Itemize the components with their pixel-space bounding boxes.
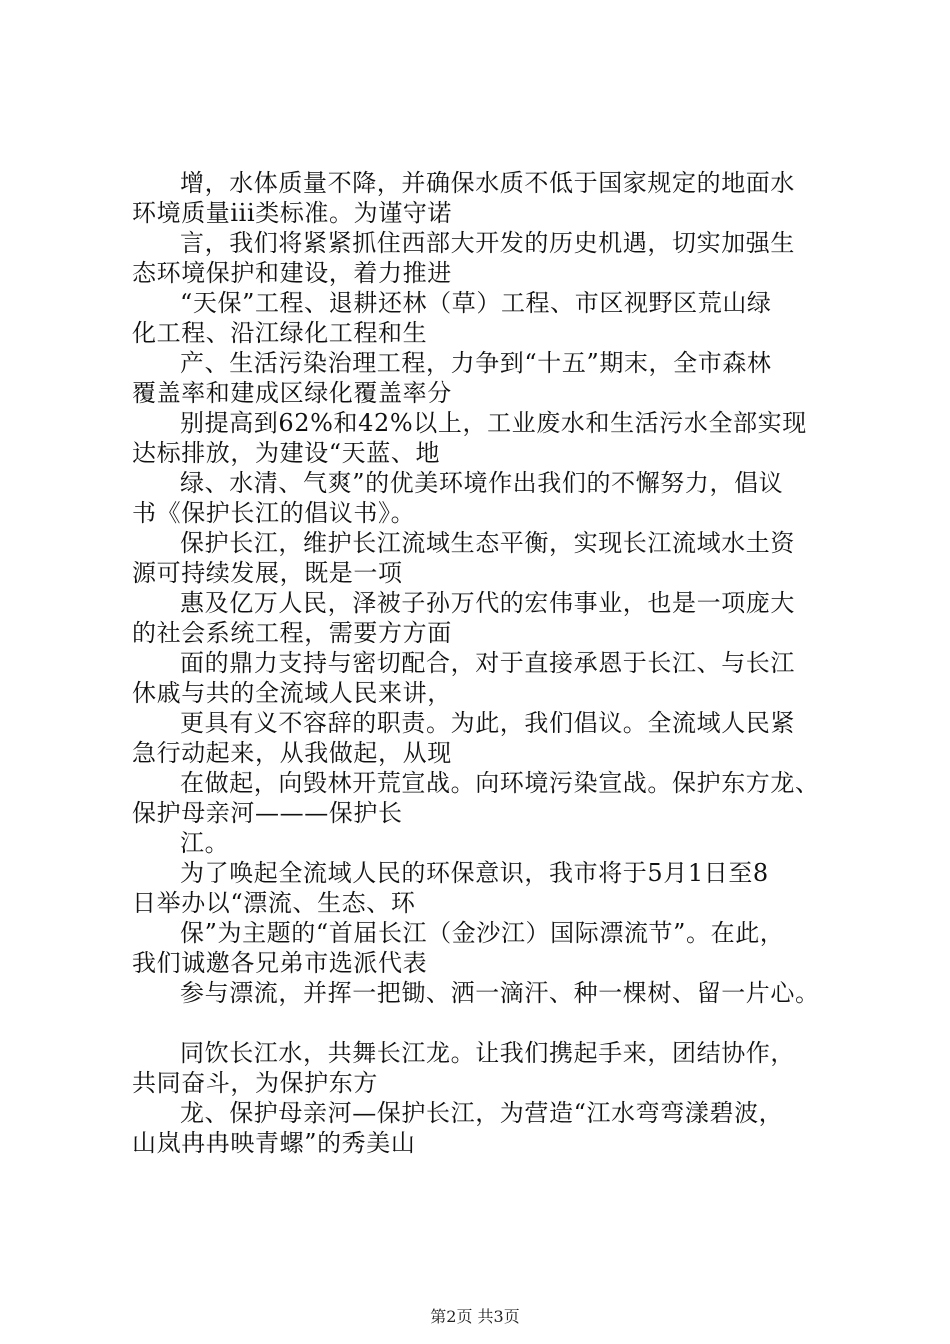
text-line: 更具有义不容辞的职责。为此，我们倡议。全流域人民紧 (180, 709, 795, 737)
text-line: 覆盖率和建成区绿化覆盖率分 (132, 379, 452, 407)
text-line: 江。 (180, 829, 230, 857)
text-line: 面的鼎力支持与密切配合，对于直接承恩于长江、与长江 (180, 649, 795, 677)
text-line: 书《保护长江的倡议书》。 (132, 499, 416, 527)
text-line: 在做起，向毁林开荒宣战。向环境污染宣战。保护东方龙、 (180, 769, 820, 797)
document-body (132, 168, 862, 1158)
text-line: 为了唤起全流域人民的环保意识，我市将于5月1日至8 (180, 859, 769, 887)
text-line: 参与漂流，并挥一把锄、洒一滴汗、种一棵树、留一片心。 (180, 979, 820, 1007)
text-line: 源可持续发展，既是一项 (132, 559, 403, 587)
text-line: “天保”工程、退耕还林（草）工程、市区视野区荒山绿 (180, 289, 772, 317)
text-line: 惠及亿万人民，泽被子孙万代的宏伟事业，也是一项庞大 (180, 589, 795, 617)
text-line: 增，水体质量不降，并确保水质不低于国家规定的地面水 (180, 169, 795, 197)
text-line: 共同奋斗，为保护东方 (132, 1069, 378, 1097)
text-line: 别提高到62%和42%以上，工业废水和生活污水全部实现 (180, 409, 807, 437)
text-line: 达标排放，为建设“天蓝、地 (132, 439, 441, 467)
text-line: 态环境保护和建设，着力推进 (132, 259, 452, 287)
text-line: 山岚冉冉映青螺”的秀美山 (132, 1129, 416, 1157)
text-line: 日举办以“漂流、生态、环 (132, 889, 416, 917)
text-line: 我们诚邀各兄弟市选派代表 (132, 949, 428, 977)
text-line: 环境质量iii类标准。为谨守诺 (132, 199, 453, 227)
text-line: 化工程、沿江绿化工程和生 (132, 319, 428, 347)
text-line: 保护长江，维护长江流域生态平衡，实现长江流域水土资 (180, 529, 795, 557)
page-number-footer: 第2页 共3页 (430, 1307, 520, 1326)
text-line: 休戚与共的全流域人民来讲， (132, 679, 452, 707)
text-line: 言，我们将紧紧抓住西部大开发的历史机遇，切实加强生 (180, 229, 795, 257)
text-line: 保护母亲河———保护长 (132, 799, 403, 827)
text-line: 同饮长江水，共舞长江龙。让我们携起手来，团结协作， (180, 1039, 795, 1067)
text-line: 急行动起来，从我做起，从现 (132, 739, 452, 767)
text-line: 保”为主题的“首届长江（金沙江）国际漂流节”。在此， (180, 919, 785, 947)
text-line: 产、生活污染治理工程，力争到“十五”期末，全市森林 (180, 349, 772, 377)
text-line: 的社会系统工程，需要方方面 (132, 619, 452, 647)
text-line: 龙、保护母亲河—保护长江，为营造“江水弯弯漾碧波， (180, 1099, 784, 1127)
text-line: 绿、水清、气爽”的优美环境作出我们的不懈努力，倡议 (180, 469, 784, 497)
